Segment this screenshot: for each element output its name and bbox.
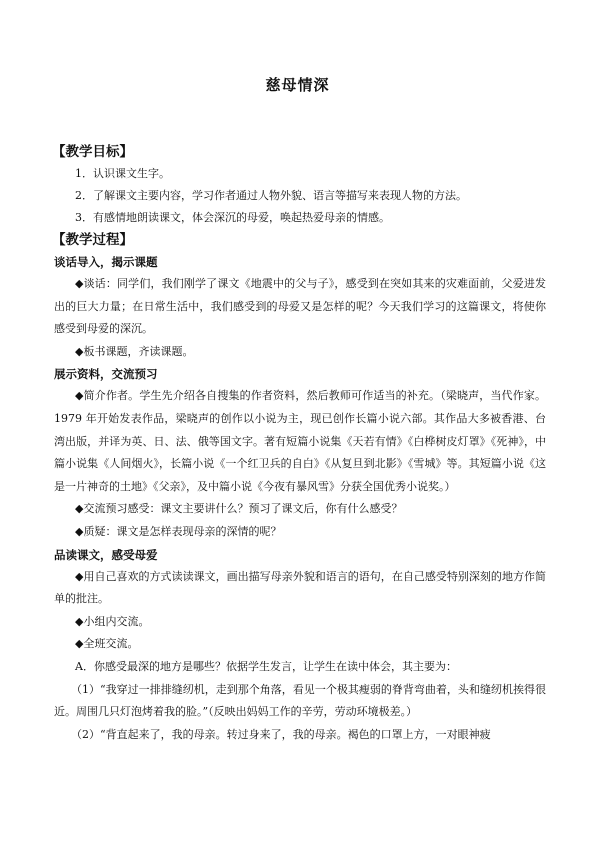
goal-item: 1．认识课文生字。: [75, 167, 170, 180]
part2-heading: 展示资料，交流预习: [54, 367, 158, 382]
part3-heading: 品读课文，感受母爱: [54, 547, 158, 562]
paragraph: ◆谈话：同学们，我们刚学了课文《地震中的父与子》，感受到在突如其来的灾难面前，父爱进发出的巨大力量；在日常生活中，我们感受到的母爱又是怎样的呢？今天我们学习的这篇课文，将使你感受到母爱的深沉。: [54, 277, 546, 336]
paragraph: ◆板书课题，齐读课题。: [75, 344, 194, 358]
paragraph: A．你感受最深的地方是哪些？依据学生发言，让学生在读中体会，其主要为：: [75, 659, 457, 673]
paragraph: ◆质疑：课文是怎样表现母亲的深情的呢？: [75, 524, 282, 538]
paragraph: ◆交流预习感受：课文主要讲什么？预习了课文后，你有什么感受？: [75, 502, 403, 516]
paragraph: ◆全班交流。: [75, 637, 139, 651]
paragraph: ◆简介作者。学生先介绍各自搜集的作者资料，然后教师可作适当的补充。（梁晓声，当代作家。1979 年开始发表作品，梁晓声的创作以小说为主，现已创作长篇小说六部。其作品大多被香港、台湾出版，并译为英、日、法、俄等国文字。著有短篇小说集《天若有情》《白桦树皮灯罩》《死神》，中篇小说集《人间烟火》，长篇小说《一个红卫兵的自白》《从复旦到北影》《雪城》等。其短篇小说《这是一片神奇的土地》《父亲》，及中篇小说《今夜有暴风雪》分获全国优秀小说奖。）: [54, 389, 546, 493]
document-body: [54, 141, 546, 746]
quote-paragraph: （1）“我穿过一排排缝纫机，走到那个角落，看见一个极其瘦弱的脊背弯曲着，头和缝纫机挨得很近。周围几只灯泡烤着我的脸。”（反映出妈妈工作的辛劳，劳动环境极差。）: [54, 682, 546, 719]
paragraph: ◆小组内交流。: [75, 614, 150, 628]
part1-heading: 谈话导入，揭示课题: [54, 255, 158, 269]
document-title: 慈母情深: [265, 76, 330, 94]
process-heading: 【教学过程】: [52, 232, 133, 248]
paragraph: ◆用自己喜欢的方式读读课文，画出描写母亲外貌和语言的语句，在自己感受特别深刻的地方作简单的批注。: [54, 569, 546, 606]
quote-paragraph: （2）“背直起来了，我的母亲。转过身来了，我的母亲。褐色的口罩上方，一对眼神疲: [71, 727, 491, 741]
goal-item: 3．有感情地朗读课文，体会深沉的母爱，唤起热爱母亲的情感。: [75, 211, 390, 224]
goals-heading: 【教学目标】: [52, 144, 133, 160]
goal-item: 2．了解课文主要内容，学习作者通过人物外貌、语言等描写来表现人物的方法。: [75, 189, 467, 202]
